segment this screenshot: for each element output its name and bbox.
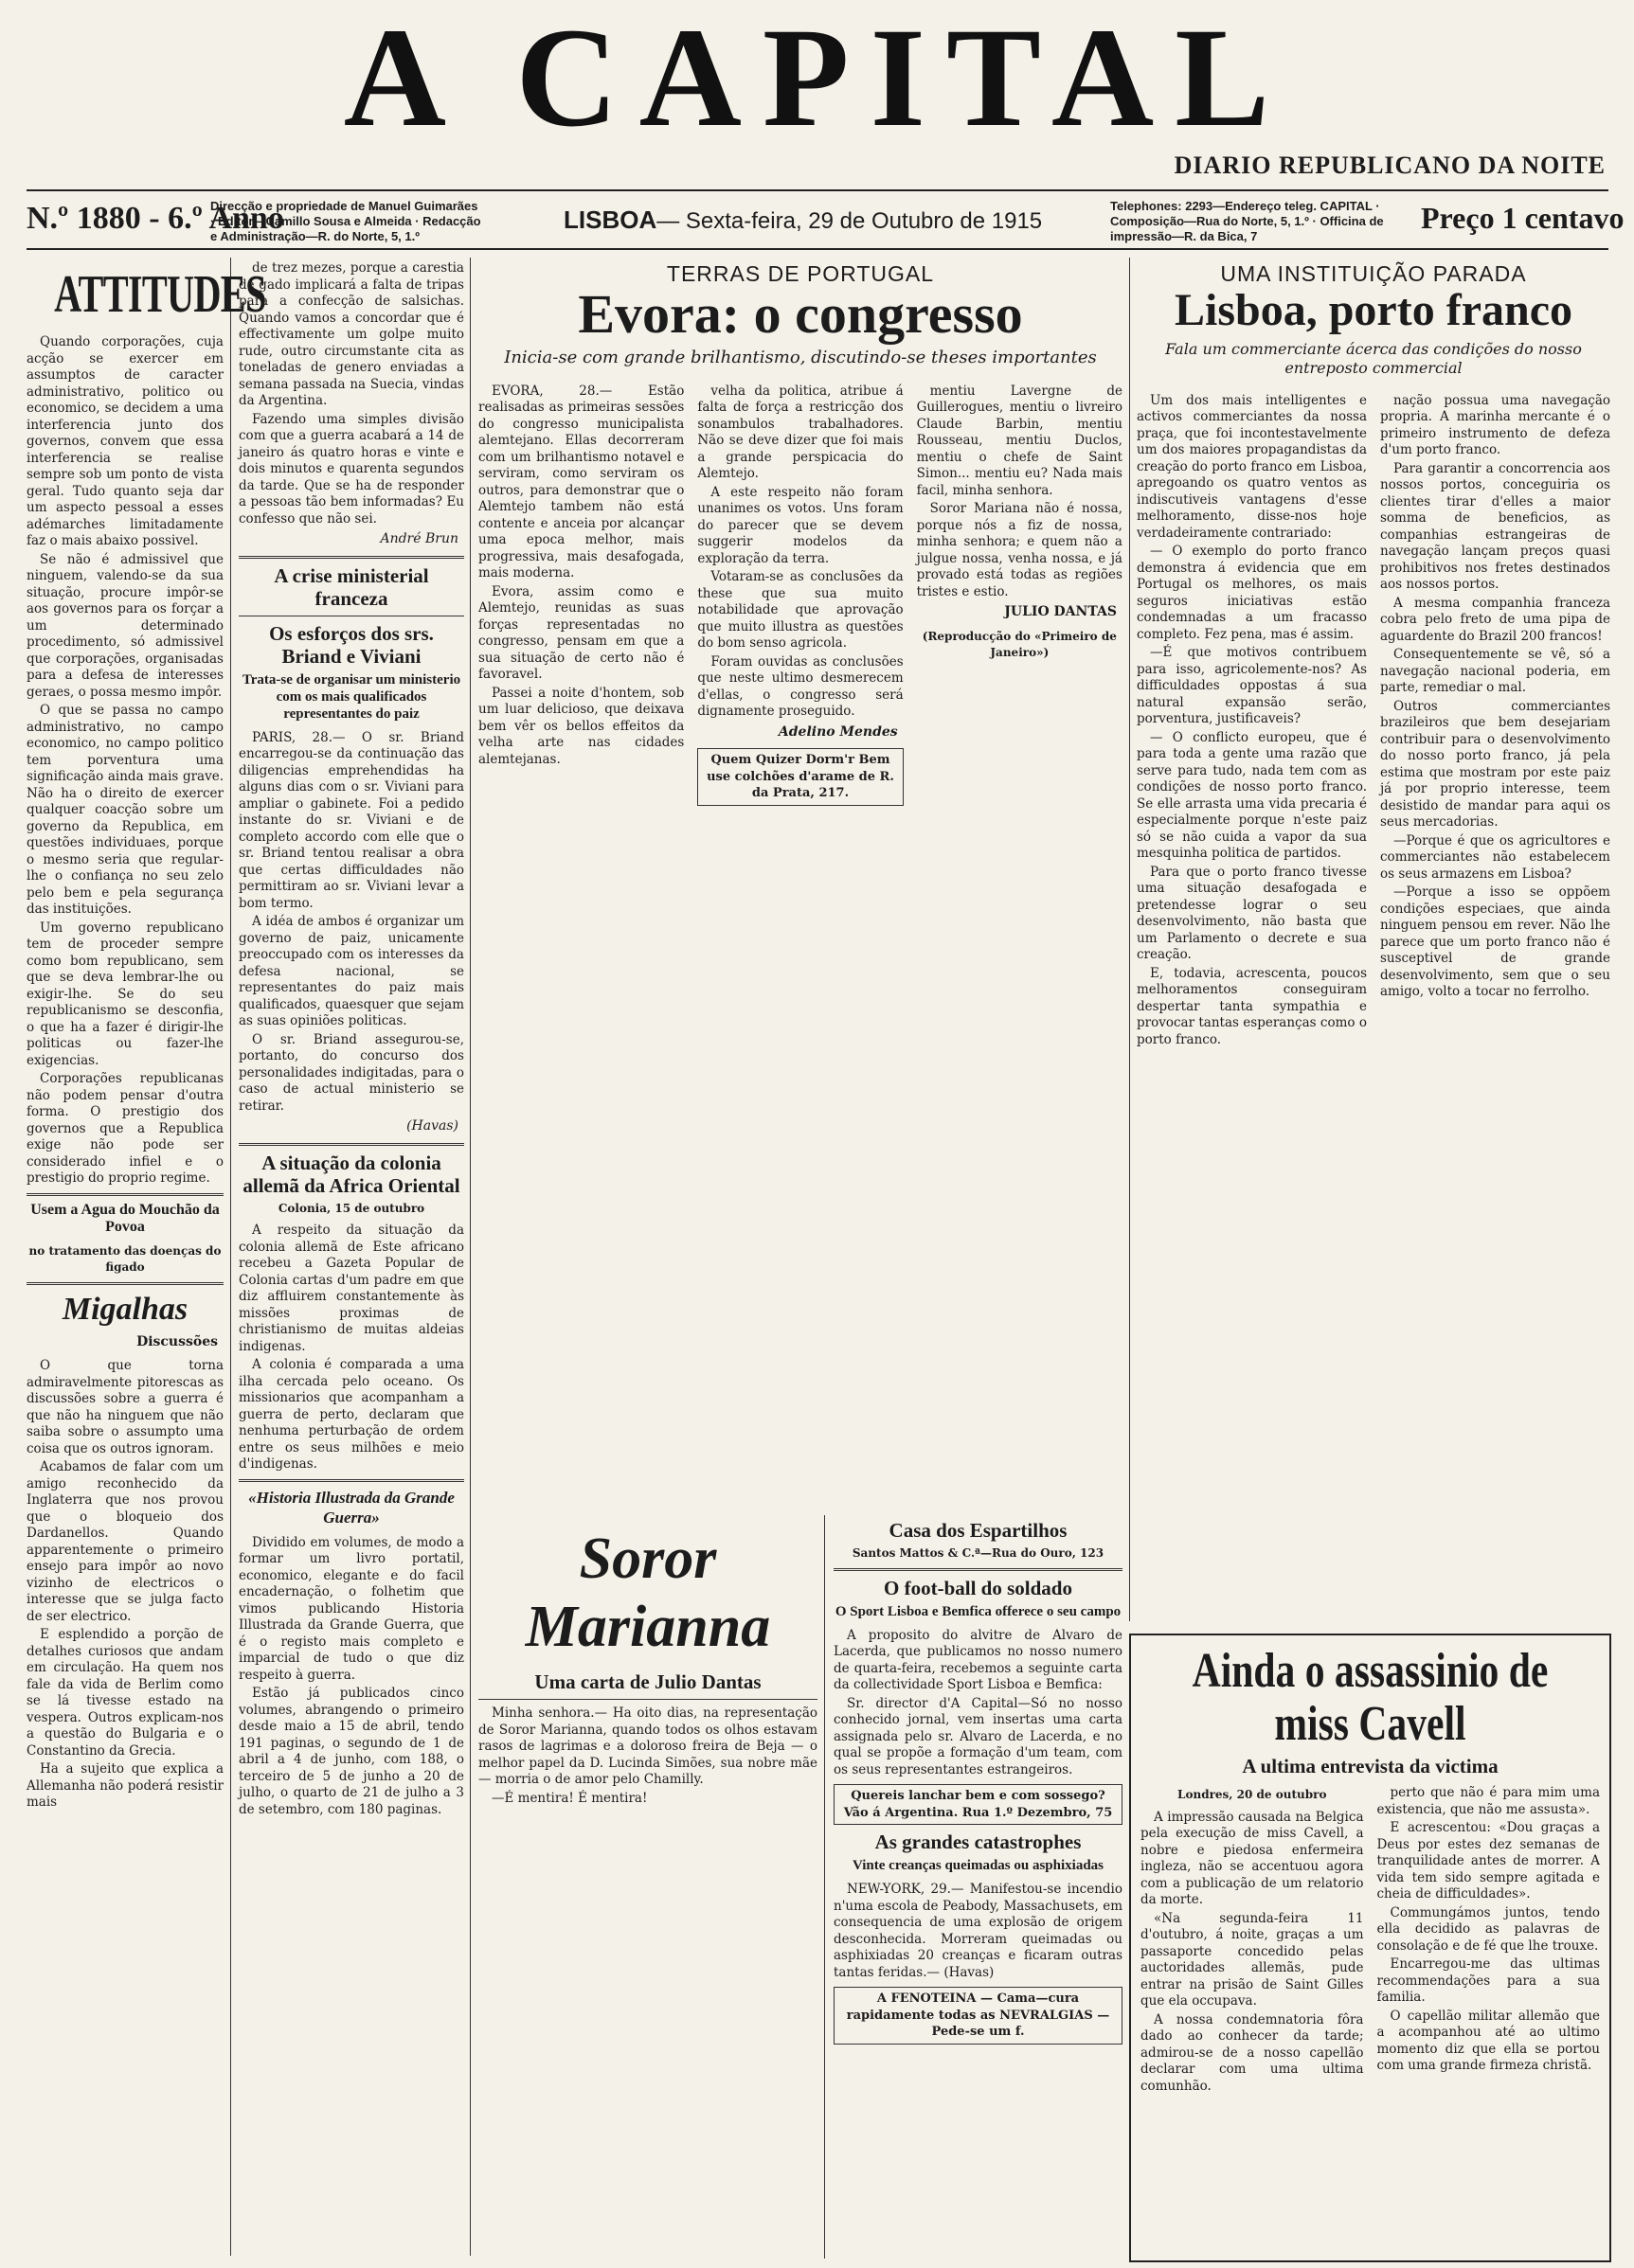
football-headline: O foot-ball do soldado (884, 1576, 1072, 1599)
porto-paragraph: A mesma companhia franceza cobra pelo freto de uma pipa de aguardente do Brazil 200 francos! (1380, 595, 1610, 644)
dateline-date: — Sexta-feira, 29 de Outubro de 1915 (656, 208, 1043, 234)
ad-fenoteina: A FENOTEINA — Cama—cura rapidamente todas as NEVRALGIAS —Pede-se um f. (834, 1987, 1122, 2045)
porto-paragraph: —Porque a isso se oppõem condições especiaes, que ainda ninguem pensou em rever. Não lhe parece que um porto franco não é susceptivel de grande desenvolvimento, sem que o seu amigo, volto a tocar no ferrolho. (1380, 884, 1610, 999)
brun-paragraph: Fazendo uma simples divisão com que a guerra acabará a 14 de janeiro ás quatro horas e vinte e dois minutos e quarenta segundos da tarde. Que se ha de responder a pessoas tão bem informadas? Eu confesso que não sei. (239, 411, 464, 527)
attitudes-paragraph: O que se passa no campo administrativo, no campo economico, no campo politico tem porventura uma significação ainda mais grave. Não ha o direito de exercer qualquer coacção sobre um governo da Republica, em questões individuaes, porque o mesmo seria que regular-lhe o confiança no seu zelo pelo bem e pela segurança das instituições. (27, 703, 224, 917)
evora-column-c (917, 384, 1122, 812)
price: Preço 1 centavo (1421, 201, 1625, 235)
porto-paragraph: nação possua uma navegação propria. A marinha mercante é o primeiro instrumento de defeza d'um porto franco. (1380, 392, 1610, 457)
cavell-inner (1131, 1635, 1609, 2097)
center-section (478, 260, 1122, 1624)
section-divider (834, 1568, 1122, 1571)
colonia-paragraph: A respeito da situação da colonia allemã de Este africano recebeu a Gazeta Popular de Colonia cartas d'um padre em que diz affluirem constantemente às missões proximas de christianismo de muitas aldeias indigenas. (239, 1223, 464, 1354)
colonia-headline: A situação da colonia allemã da Africa Oriental (242, 1151, 460, 1197)
soror-headline: Soror Marianna (525, 1527, 771, 1659)
porto-columns (1137, 393, 1610, 1051)
cavell-paragraph: A impressão causada na Belgica pela execução de miss Cavell, a nobre e piedosa enfermeira ingleza, não se accentuou agora com a publicação de um relatorio da morte. (1140, 1809, 1364, 1907)
attitudes-headline: ATTITUDES (54, 265, 266, 324)
evora-columns (478, 384, 1122, 812)
historia-paragraph: Estão já publicados cinco volumes, abrangendo o primeiro desde maio a 15 de abril, tendo 191 paginas, o segundo de 1 de abril a 4 de junho, com 188, o terceiro de 5 de junho a 20 de julho, o quarto de 21 de julho a 3 de setembro, com 180 paginas. (239, 1686, 464, 1817)
migalhas-subhead: Discussões (136, 1333, 218, 1349)
soror-section (478, 1515, 817, 2254)
masthead-rule-bottom (27, 248, 1608, 250)
cavell-columns (1140, 1785, 1600, 2097)
column-1 (27, 260, 266, 2259)
porto-paragraph: Um dos mais intelligentes e activos commerciantes da nossa praça, que foi incontestavelmente um dos maiores propagandistas da creação do porto franco em Lisboa, apregoando os quatro ventos as indiscutiveis vantagens d'esse melhoramento, disse-nos hoje verdadeiramente contrariado: (1137, 392, 1367, 541)
crise-subhead: Os esforços dos srs. Briand e Viviani (269, 621, 434, 668)
cavell-paragraph: A nossa condemnatoria fôra dado ao conhecer da tarde; admirou-se de a nosso capellão declarar com uma ultima comunhão. (1140, 2011, 1364, 2094)
catastrophes-headline: As grandes catastrophes (874, 1830, 1082, 1853)
cavell-box (1129, 1634, 1611, 2262)
section-divider (478, 1699, 817, 1700)
brun-paragraph: de trez mezes, porque a carestia de gado implicará a falta de tripas para a confecção de salsichas. Quando vamos a concordar que é effectivamente um golpe muito rude, outro circumstante cita as toneladas de genero enviadas a semana passada na Suecia, vindas da Argentina. (239, 260, 464, 408)
column-rule-1 (230, 258, 231, 2256)
football-subhead: O Sport Lisboa e Bemfica offerece o seu campo (835, 1603, 1122, 1619)
porto-column-b (1380, 393, 1610, 1051)
attitudes-paragraph: Se não é admissivel que ninguem, valendo-se da sua situação, procure impôr-se aos governos para os forçar a um determinado procedimento, só admissivel que corporações, organisadas para a defesa de interesses geraes, o possa mesmo impôr. (27, 551, 224, 700)
porto-paragraph: —É que motivos contribuem para isso, agricolemente-nos? As difficuldades oppostas á sua natural expansão serão, porventura, justificaveis? (1137, 645, 1367, 726)
cavell-dateline: Londres, 20 de outubro (1177, 1788, 1327, 1801)
brun-signature: André Brun (380, 531, 458, 546)
masthead-subtitle: DIARIO REPUBLICANO DA NOITE (1174, 152, 1606, 179)
football-paragraph: Sr. director d'A Capital—Só no nosso conhecido jornal, vem insertas uma carta assignada pelo sr. Alvaro de Lacerda, e no qual se propõe a formação d'um team, com os seus representantes estrangeiros. (834, 1695, 1122, 1777)
crise-paragraph: PARIS, 28.— O sr. Briand encarregou-se da continuação das diligencias emprehendidas ha alguns dias com o sr. Viviani para ampliar o gabinete. Foi a pedido instante do sr. Viviani e de completo accordo com elle que o sr. Briand tentou realisar a obra que certas difficuldades não permittiram ao sr. Viviani levar a bom termo. (239, 729, 464, 911)
porto-paragraph: E, todavia, acrescenta, poucos melhoramentos conseguiram despertar tanta sympathia e provocar tantas esperanças como o porto franco. (1137, 965, 1367, 1047)
column-rule-2 (470, 258, 471, 2256)
crise-source: (Havas) (406, 1118, 458, 1134)
cavell-column-b (1377, 1785, 1601, 2097)
historia-headline: «Historia Illustrada da Grande Guerra» (248, 1488, 455, 1527)
espartilhos-headline: Casa dos Espartilhos (889, 1519, 1068, 1542)
historia-paragraph: Dividido em volumes, de modo a formar um livro portatil, economico, elegante e do facil encadernação, o folhetim que vimos publicando Historia Illustrada da Grande Guerra, que é o registo mais completo e imparcial de tudo o que diz respeito à guerra. (239, 1534, 464, 1683)
football-paragraph: A proposito do alvitre de Alvaro de Lacerda, que publicamos no nosso numero de quarta-feira, recebemos a seguinte carta da collectividade Sport Lisboa e Bemfica: (834, 1627, 1122, 1692)
dantas-source: (Reproducção do «Primeiro de Janeiro») (922, 629, 1117, 659)
column-rule-3 (1129, 258, 1130, 1621)
espartilhos-address: Santos Mattos & C.ª—Rua do Ouro, 123 (852, 1546, 1104, 1560)
cavell-column-a (1140, 1785, 1364, 2097)
column-2 (239, 260, 464, 2259)
evora-paragraph: Evora, assim como e Alemtejo, reunidas as suas forças representadas no congresso, pensam em que a sua situação de certo não é favoravel. (478, 583, 685, 682)
porto-paragraph: Outros commerciantes brazileiros que bem desejariam contribuir para o desenvolvimento do nosso porto franco, já pela estima que mostram por este paiz já por proprio interesse, teem desistido de mandar para aqui os seus mercadorias. (1380, 698, 1610, 830)
evora-kicker: TERRAS DE PORTUGAL (666, 261, 935, 286)
cavell-subhead: A ultima entrevista da victima (1242, 1755, 1499, 1777)
soror-paragraph: Minha senhora.— Ha oito dias, na representação de Soror Marianna, quando todos os olhos estavam rasos de lagrimas e a doloroso freira de Beja — o melhor papel da D. Lucinda Simões, sua nobre mãe — morria o de amor pelo Chamilly. (478, 1705, 817, 1787)
cavell-paragraph: Encarregou-me das ultimas recommendações para a sua familia. (1376, 1956, 1600, 2005)
evora-paragraph: velha da politica, atribue á falta de força a restricção dos sonambulos trabalhadores. Não se deve dizer que foi mais a grande perspicacia do Alemtejo. (697, 383, 904, 481)
migalhas-paragraph: O que torna admiravelmente pitorescas as discussões sobre a guerra é que não ha ninguem que não saiba sobre o assumpto uma coisa que os outros ignoram. (27, 1358, 224, 1456)
dantas-signature: JULIO DANTAS (1004, 604, 1117, 619)
cavell-paragraph: Commungámos juntos, tendo ella decidido as palavras de consolação e de fé que lhe trouxe. (1376, 1904, 1600, 1954)
section-divider (239, 556, 464, 559)
evora-paragraph: EVORA, 28.— Estão realisadas as primeiras sessões do congresso municipalista alemtejano. Ellas decorreram com um brilhantismo notavel e serviram, como serviram os outros, para demonstrar que o Alemtejo tambem não está contente e anceia por alcançar uma epoca melhor, mais progressiva, mais desafogada, mais moderna. (478, 383, 685, 580)
center-right-section (834, 1515, 1122, 2254)
cavell-paragraph: «Na segunda-feira 11 d'outubro, á noite, graças a um passaporte concedido pelas auctoridades allemãs, pude entrar na prisão de Saint Gilles que ela occupava. (1140, 1910, 1364, 2009)
migalhas-headline: Migalhas (62, 1291, 189, 1327)
porto-paragraph: — O conflicto europeu, que é para toda a gente uma razão que serve para tudo, nada tem com as condições de nosso porto franco. Se elle arrasta uma vida precaria é especialmente porque n'este paiz só se não cuida a vapor da sua mesquinha politica de partidos. (1137, 729, 1367, 861)
porto-paragraph: Para garantir a concorrencia aos nossos portos, conceguiria os clientes tirar d'elles a maior somma de beneficios, as companhias estrangeiras de navegação lançam preços quasi prohibitivos nos fretes destinados aos nossos portos. (1380, 460, 1610, 592)
column-rule-center (824, 1515, 825, 2259)
crise-paragraph: O sr. Briand assegurou-se, portanto, do concurso dos personalidades indigitadas, para o caso de actual ministerio se retirar. (239, 1031, 464, 1114)
evora-paragraph: A este respeito não foram unanimes os votos. Uns foram do parecer que se devem suggerir modelos da exploração da terra. (697, 484, 904, 566)
right-section (1137, 260, 1610, 1624)
attitudes-paragraph: Corporações republicanas não podem pensar d'outra forma. O prestigio dos governos que a Republica exige não pode ser considerado infiel e o prestigio do proprio regime. (27, 1071, 224, 1186)
section-divider (239, 1143, 464, 1146)
colonia-dateline: Colonia, 15 de outubro (278, 1201, 425, 1215)
soror-subhead: Uma carta de Julio Dantas (534, 1670, 762, 1693)
evora-headline: Evora: o congresso (578, 282, 1023, 345)
soror-paragraph: —É mentira! É mentira! (492, 1790, 648, 1806)
issue-number: N.º 1880 - 6.º Anno (27, 201, 284, 236)
cavell-paragraph: O capellão militar allemão que a acompanhou até ao ultimo momento diz que ella se portou com uma grande firmeza christã. (1376, 2008, 1600, 2073)
masthead-rule-top (27, 189, 1608, 191)
catastrophes-subhead: Vinte creanças queimadas ou asphixiadas (852, 1858, 1104, 1873)
crise-paragraph: A idéa de ambos é organizar um governo de paiz, unicamente preoccupado com os interesses da defesa nacional, se representantes do paiz mais qualificados, quaesquer que sejam as suas opiniões politicas. (239, 914, 464, 1028)
evora-paragraph: Passei a noite d'hontem, sob um luar delicioso, que deixava bem vêr os bellos effeitos da velha arte nas cidades alemtejanas. (478, 685, 685, 767)
migalhas-paragraph: E esplendido a porção de detalhes curiosos que andam em circulação. Ha quem nos fale da vida de Berlim como se lá tivesse estado na vespera. Outros explicam-nos a questão do Bulgaria e o Constantino da Grecia. (27, 1627, 224, 1759)
attitudes-paragraph: Um governo republicano tem de proceder sempre como bom republicano, sem que se deva lembrar-lhe ou exigir-lhe. Se do seu republicanismo se desconfia, o que ha a fazer é dirigir-lhe politicas ou fazer-lhe exigencias. (27, 920, 224, 1068)
porto-paragraph: — O exemplo do porto franco demonstra á evidencia que em Portugal os melhores, os mais seguros iniciativas estão condemnadas a um fracasso completo. Fez pena, mas é assim. (1137, 544, 1367, 642)
dantas-paragraph: Soror Mariana não é nossa, porque nós a fiz de nossa, minha senhora; e quem não a julgue nossa, venha nossa, e já provado está todas as regiões tristes e estio. (916, 501, 1122, 599)
dantas-paragraph: mentiu Lavergne de Guillerogues, mentiu o livreiro Claude Barbin, mentiu Rousseau, mentiu Duclos, mentiu o chefe de Saint Simon... mentiu eu? Nada mais facil, minha senhora. (916, 383, 1122, 498)
catastrophes-paragraph: NEW-YORK, 29.— Manifestou-se incendio n'uma escola de Peabody, Massachusets, em consequencia de uma explosão de origem desconhecida. Morreram queimadas ou asphixiadas 20 creanças e ficaram outras tantas feridas.— (Havas) (834, 1882, 1122, 1980)
cavell-headline: Ainda o assassinio de miss Cavell (1192, 1644, 1549, 1751)
migalhas-paragraph: Acabamos de falar com um amigo reconhecido da Inglaterra que nos provou que o bloqueio dos Dardanellos. Quando apparentemente o primeiro ensejo para impôr ao novo vizinho de electricos o interesse que se julga facto de ser electrico. (27, 1459, 224, 1624)
porto-headline: Lisboa, porto franco (1175, 284, 1572, 335)
porto-paragraph: Consequentemente se vê, só a navegação nacional poderia, em parte, remediar o mal. (1380, 647, 1610, 695)
direction-info: Direcção e propriedade de Manuel Guimarães · Editor—Camillo Sousa e Almeida · Redacção e Administração—R. do Norte, 5, 1.º (210, 199, 481, 243)
section-divider (27, 1282, 224, 1285)
evora-deck: Inicia-se com grande brilhantismo, discutindo-se theses importantes (504, 347, 1097, 367)
dateline-city: LISBOA (564, 205, 657, 234)
contact-info: Telephones: 2293—Endereço teleg. CAPITAL · Composição—Rua do Norte, 5, 1.º · Officina de impressão—R. da Bica, 7 (1110, 199, 1384, 243)
migalhas-paragraph: Ha a sujeito que explica a Allemanha não poderá resistir mais (27, 1761, 224, 1810)
crise-headline: A crise ministerial franceza (274, 563, 429, 610)
ad-argentina: Quereis lanchar bem e com sossego? Vão á Argentina. Rua 1.º Dezembro, 75 (834, 1784, 1122, 1825)
porto-deck: Fala um commerciante ácerca das condições do nosso entreposto commercial (1165, 339, 1582, 377)
section-divider (27, 1193, 224, 1196)
crise-deck: Trata-se de organisar um ministerio com os mais qualificados representantes do paiz (242, 671, 461, 722)
evora-paragraph: Foram ouvidas as conclusões que neste ultimo desmerecem d'ellas, o congresso será dignamente proseguido. (697, 653, 904, 719)
ad-colchoes: Quem Quizer Dorm'r Bem use colchões d'arame de R. da Prata, 217. (697, 748, 903, 806)
porto-paragraph: Para que o porto franco tivesse uma situação desafogada e pretendesse lograr o seu desenvolvimento, não basta que um Parlamento o decrete e sua creação. (1137, 864, 1367, 962)
porto-column-a (1137, 393, 1367, 1051)
cavell-paragraph: E acrescentou: «Dou graças a Deus por estes dez semanas de tranquilidade antes de morrer. A vida tem sido sempre agitada e cheia de difficuldades». (1376, 1820, 1600, 1902)
ad-agua-mouchao-note: no tratamento das doenças do figado (28, 1243, 222, 1274)
attitudes-paragraph: Quando corporações, cuja acção se exercer em assumptos de caracter administrativo, politico ou economico, se decidem a uma interferencia junto dos governos, convem que essa interferencia se realise sempre sob um ponto de vista geral. Tudo quanto seja dar um aspecto pessoal a esses adémarches limitadamente faz o mais abaixo possivel. (27, 334, 224, 548)
colonia-paragraph: A colonia é comparada a uma ilha cercada pelo oceano. Os missionarios que acompanham a guerra de perto, declaram que nenhuma perturbação de ordem entre os seus milhões e meio d'indigenas. (239, 1357, 464, 1472)
section-divider (239, 1479, 464, 1482)
evora-column-a (478, 384, 684, 812)
porto-kicker: UMA INSTITUIÇÃO PARADA (1220, 261, 1527, 286)
porto-paragraph: —Porque é que os agricultores e commerciantes não estabelecem os seus armazens em Lisboa? (1380, 832, 1610, 882)
ad-agua-mouchao: Usem a Agua do Mouchão da Povoa (30, 1201, 220, 1235)
masthead-title: A CAPITAL (343, 0, 1291, 156)
cavell-paragraph: perto que não é para mim uma existencia, que não me assusta». (1376, 1785, 1600, 1817)
evora-paragraph: Votaram-se as conclusões da these que sua muito notabilidade que aprovação que muito illustra as questões do bom senso agricola. (697, 569, 904, 651)
evora-signature: Adelino Mendes (778, 723, 898, 740)
evora-column-b (697, 384, 903, 812)
dateline (564, 205, 1042, 235)
